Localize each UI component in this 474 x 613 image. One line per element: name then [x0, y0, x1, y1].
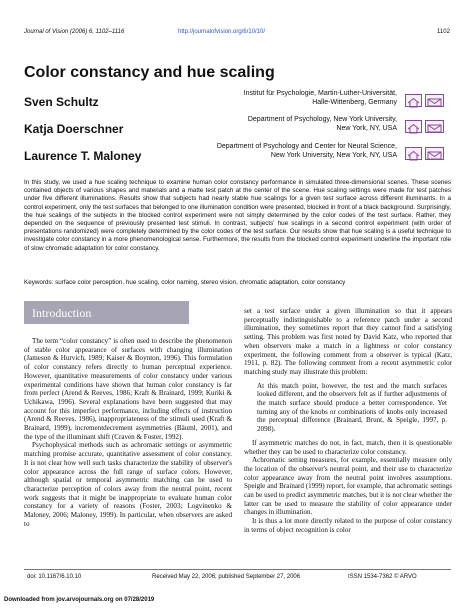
affiliation-line: Institut für Psychologie, Martin-Luther-Universität, — [243, 90, 397, 97]
home-icon[interactable] — [405, 147, 422, 160]
left-column — [24, 337, 232, 528]
author-name: Sven Schultz — [24, 95, 99, 109]
journal-info: Journal of Vision (2006) 6, 1102–1116 — [24, 29, 125, 35]
body-paragraph: Achromatic setting measures, for example, essentially measure only the location of the observer's neutral point, and their use to characterize color appearance away from the neutral point involves assumptions. Speigle and Brainard (1999) report, for example, that achromatic settings can be used to predict asymmetric matches, but it is not clear whether the latter can be used to measure the stability of color appearance under changes in illumination. — [244, 456, 453, 517]
abstract: In this study, we used a hue scaling technique to examine human color constancy performance in simulated three-dimensional scenes. These scenes contained objects of various shapes and materials and a matte test patch at the center of the scene. Hue scaling settings were made for test patches under five different illuminations. Results show that subjects had nearly stable hue scalings for a given test surface across different illuminants. In a control experiment, only the test surfaces that belonged to one illumination condition were presented, blocked in front of a black background. Surprisingly, the hue scalings of the subjects in the blocked control experiment were not simply determined by the color codes of the test surface. Rather, they depended on the sequence of previously presented test stimuli. In contrast, subjects' hue scalings in a second control experiment (with order of presentations randomized) were completely determined by the color codes of the test surface. Our results show that hue scaling is a useful technique to investigate color constancy in a more phenomenological sense. Furthermore, the results from the blocked control experiment underline the important role of slow chromatic adaptation for color constancy. — [24, 179, 451, 252]
mail-icon[interactable] — [425, 94, 444, 107]
body-paragraph: If asymmetric matches do not, in fact, match, then it is questionable whether they can be used to characterize color constancy. — [244, 438, 452, 456]
author-affiliation — [217, 142, 397, 160]
paper-title: Color constancy and hue scaling — [24, 64, 275, 81]
body-paragraph: Psychophysical methods such as achromatic settings or asymmetric matching promise accurate, quantitative assessment of color constancy. It is not clear how well such tasks characterize the stability of observer's color appearance across the full range of surface colors. However, although spatial or temporal asymmetric matching can be used to characterize perception of colors away from the neutral point, recent work suggests that it might be inappropriate to evaluate human color constancy for a variety of reasons (Foster, 2003; Logvinenko & Maloney, 2006; Maloney, 1999). In particular, when observers are asked to — [24, 441, 232, 528]
download-notice: Downloaded from jov.arvojournals.org on 07/28/2019 — [4, 597, 155, 603]
affiliation-line: New York University, New York, NY, USA — [270, 152, 397, 159]
affiliation-line: Department of Psychology and Center for Neural Science, — [216, 143, 397, 150]
affiliation-line: Department of Psychology, New York University, — [247, 116, 397, 123]
issn-notice: ISSN 1534-7362 © ARVO — [348, 574, 417, 580]
page-number: 1102 — [437, 29, 450, 35]
publication-dates: Received May 22, 2006; published September 27, 2006 — [152, 574, 301, 580]
doi-link[interactable]: doi: 10.1167/6.10.10 — [27, 574, 82, 580]
body-paragraph: It is thus a lot more directly related to the purpose of color constancy in terms of object recognition is color — [244, 517, 452, 534]
author-affiliation — [244, 89, 397, 107]
mail-icon[interactable] — [425, 147, 444, 160]
home-icon[interactable] — [405, 120, 422, 133]
home-icon[interactable] — [405, 94, 422, 107]
author-name: Laurence T. Maloney — [24, 149, 142, 163]
body-paragraph: set a test surface under a given illumination so that it appears perceptually indistinguishable to a reference patch under a second illumination, they sometimes report that they cannot find a satisfying setting. This problem was first noted by David Katz, who reported that when observers make a match in a lightness or color constancy experiment, the following comment from a observer is typical (Katz, 1911, p. 82). The following comment from a recent asymmetric color matching study may illustrate this problem: — [244, 307, 452, 376]
block-quote: At this match point, however, the test and the match surfaces looked different, and the observers felt as if further adjustments of the match surface should produce a better correspondence. Yet turning any of the knobs or combinations of knobs only increased the perceptual difference (Brainard, Brunt, & Speigle, 1997, p. 2098). — [257, 381, 447, 434]
mail-icon[interactable] — [425, 120, 444, 133]
journal-url-link[interactable]: http://journalofvision.org/6/10/10/ — [178, 29, 266, 35]
footer-divider — [24, 569, 451, 570]
affiliation-line: New York, NY, USA — [336, 125, 397, 132]
affiliation-line: Halle-Wittenberg, Germany — [312, 99, 397, 106]
section-heading: Introduction — [32, 306, 92, 320]
keywords: Keywords: surface color perception, hue scaling, color naming, stereo vision, chromatic adaptation, color constancy — [24, 279, 346, 286]
author-name: Katja Doerschner — [24, 122, 124, 136]
body-paragraph: The term “color constancy” is often used to describe the phenomenon of stable color appearance of surfaces with changing illumination (Jameson & Hurvich, 1989; Kaiser & Boynton, 1996). This formulation of color constancy refers directly to human perceptual experience. However, quantitative measurements of color constancy under various experimental conditions have shown that human color constancy is far from perfect (Arend & Reeves, 1986; Kraft & Brainard, 1999; Kuriki & Uchikawa, 1996). Several explanations have been suggested that may account for this imperfect performance, including effects of instruction (Arend & Reeves, 1986), inappropriateness of the stimuli used (Kraft & Brainard, 1999), incrementdecrement asymmetries (Bäuml, 2001), and the type of the illuminant shift (Craven & Foster, 1992). — [24, 337, 232, 441]
right-column — [244, 307, 452, 535]
author-affiliation — [248, 115, 397, 133]
